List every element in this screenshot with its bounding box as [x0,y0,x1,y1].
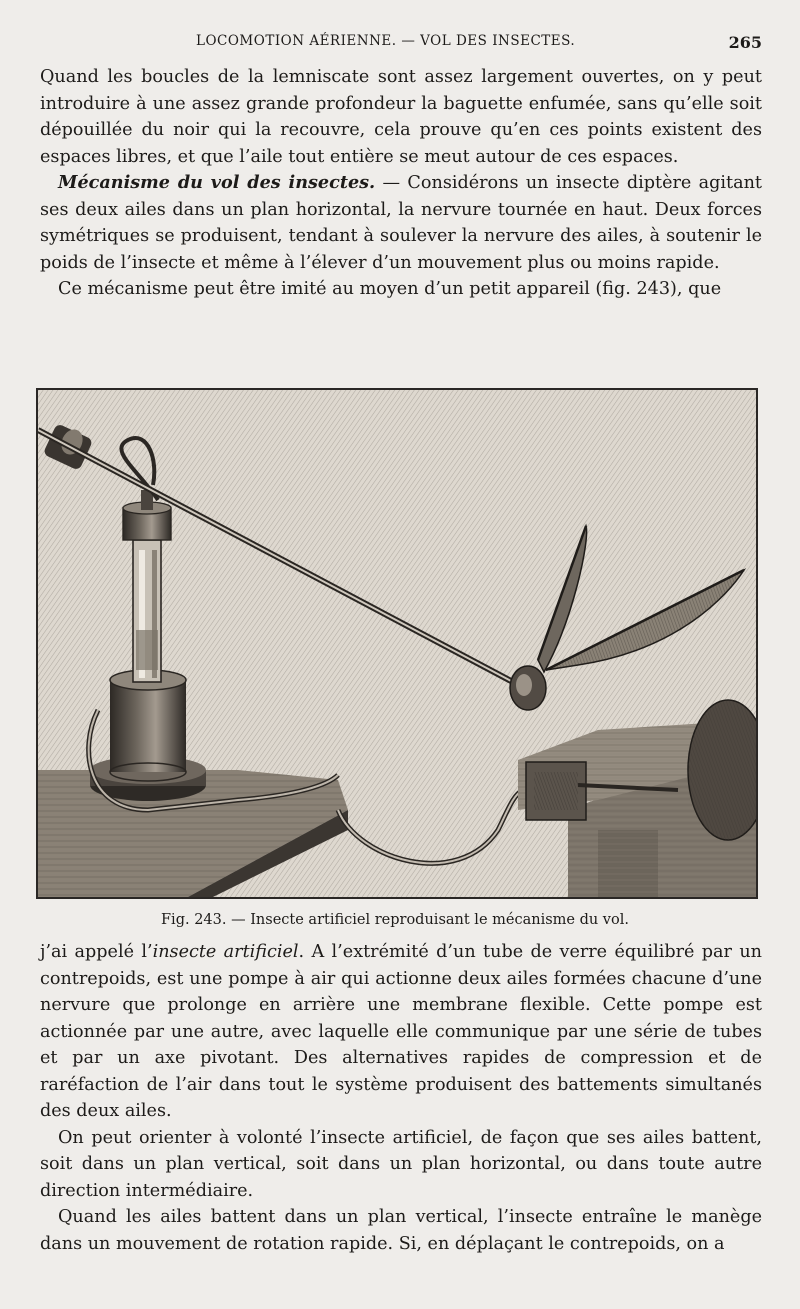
text-block-top [40,64,762,303]
term-insecte-artificiel: insecte artificiel [152,942,299,962]
artificial-insect-illustration [38,390,756,897]
text-block-bottom [40,939,762,1257]
running-head: LOCOMOTION AÉRIENNE. — VOL DES INSECTES. [196,33,576,49]
paragraph-lemniscate: Quand les boucles de la lemniscate sont assez largement ouvertes, on y peut introduire à une assez grande profondeur la baguette enfumée, sans qu’elle soit dépouillée du noir qui la recouvre, cela prouve qu’en ces points existent des espaces libres, et que l’aile tout entière se meut autour de ces espaces. [40,67,762,167]
page-number: 265 [728,33,762,52]
figure-caption: Fig. 243. — Insecte artificiel reproduisant le mécanisme du vol. [161,912,629,928]
paragraph-artificial-insect-rest: . A l’extrémité d’un tube de verre équilibré par un contrepoids, est une pompe à air qui actionne deux ailes formées chacune d’une nervure que prolonge en arrière une membrane flexible. Cette pompe est actionnée par une autre, avec laquelle elle communique par une série de tubes et par un axe pivotant. Des alternatives rapides de compression et de raréfaction de l’air dans tout le système produisent des battements simultanés des deux ailes. [40,942,762,1121]
paragraph-artificial-insect-start: j’ai appelé l’ [40,942,153,962]
figure-243-engraving [36,388,758,899]
paragraph-orientation: On peut orienter à volonté l’insecte artificiel, de façon que ses ailes battent, soit dans un plan vertical, soit dans un plan horizontal, ou dans toute autre direction intermédiaire. [40,1127,762,1201]
paragraph-vertical-plane: Quand les ailes battent dans un plan vertical, l’insecte entraîne le manège dans un mouvement de rotation rapide. Si, en déplaçant le contrepoids, on a [40,1207,762,1254]
paragraph-imitation: Ce mécanisme peut être imité au moyen d’un petit appareil (fig. 243), que [58,279,722,299]
paragraph-mechanism-text: — Considérons un insecte diptère agitant ses deux ailes dans un plan horizontal, la nervure tournée en haut. Deux forces symétriques se produisent, tendant à soulever la nervure des ailes, à soutenir le poids de l’insecte et même à l’élever d’un mouvement plus ou moins rapide. [40,173,763,273]
paragraph-artificial-insect [40,939,762,1125]
section-title: Mécanisme du vol des insectes. [58,172,376,193]
paragraph-mechanism [40,170,762,276]
